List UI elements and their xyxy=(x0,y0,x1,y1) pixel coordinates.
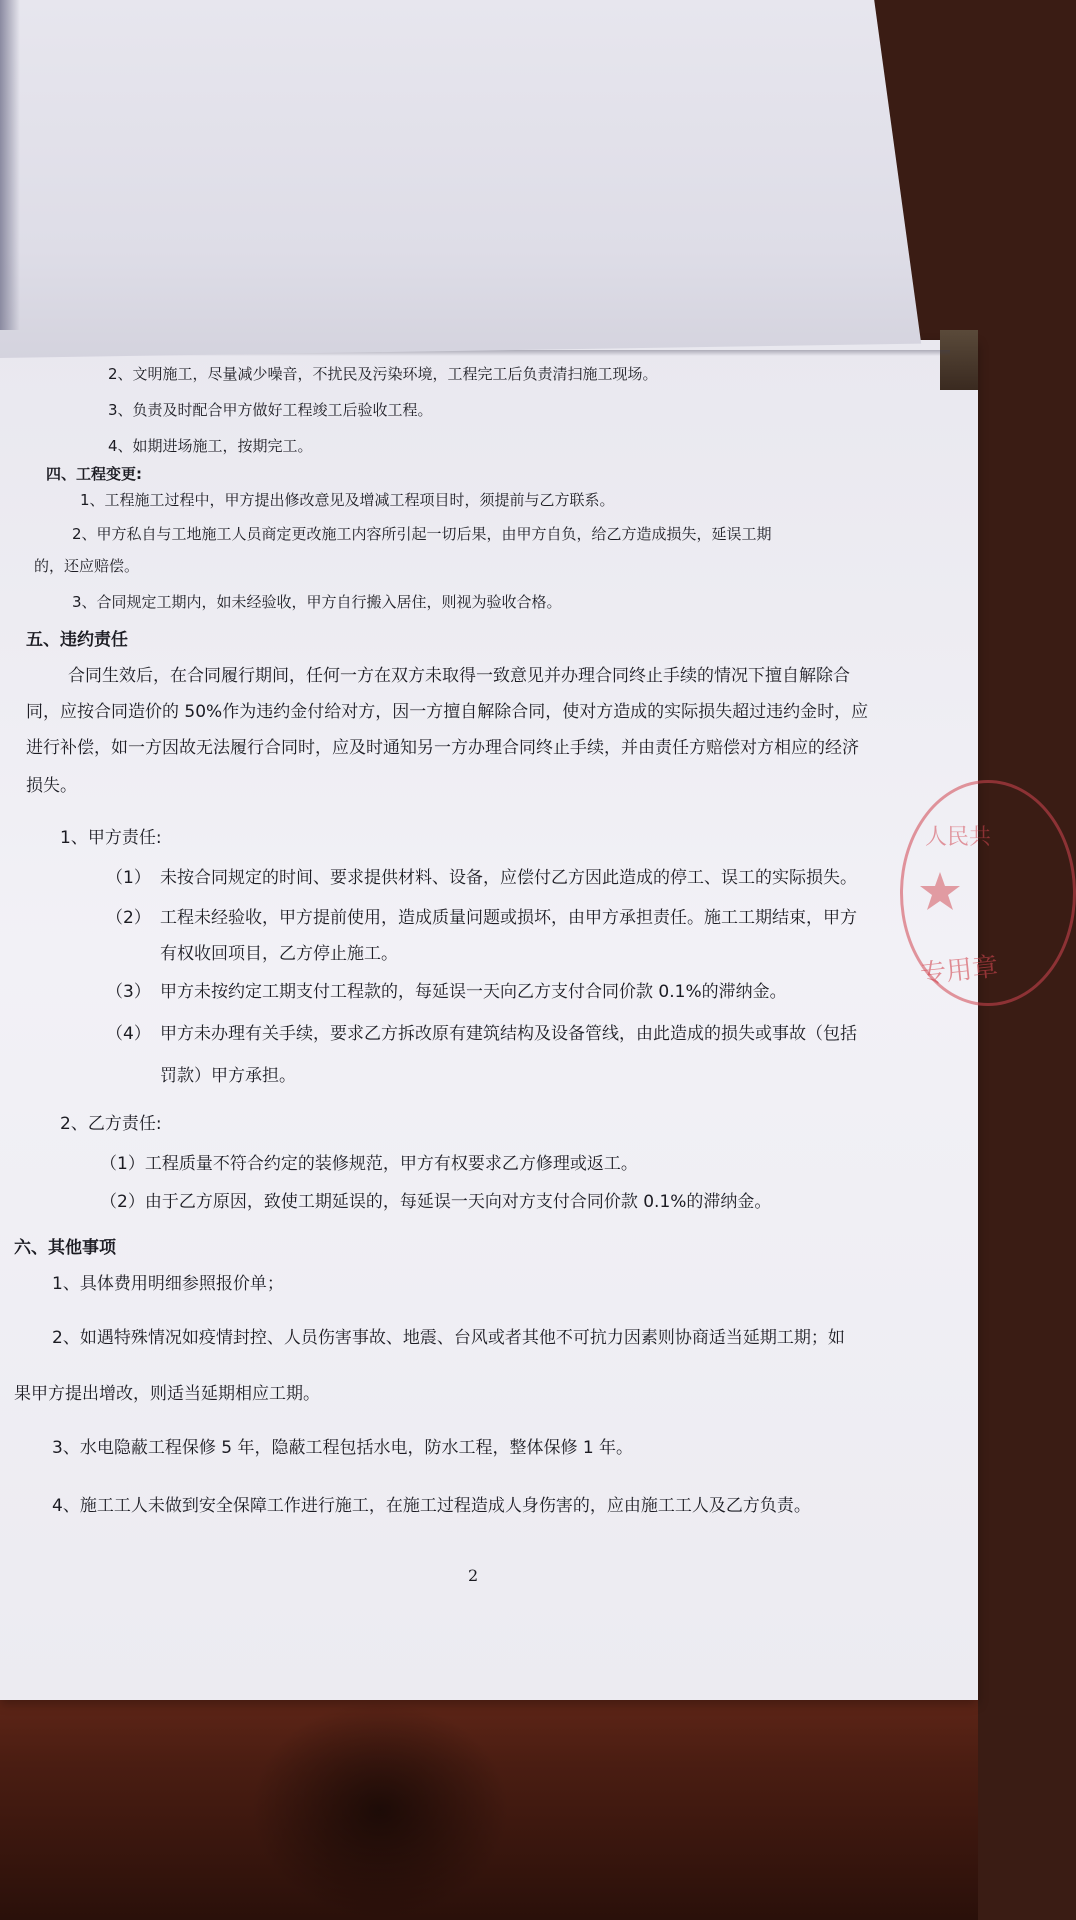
section-heading: 五、违约责任 xyxy=(26,630,128,650)
page-number: 2 xyxy=(468,1566,479,1585)
item-text: 有权收回项目，乙方停止施工。 xyxy=(160,944,398,964)
section-heading: 六、其他事项 xyxy=(14,1238,116,1258)
item-number: （3） xyxy=(106,982,151,1002)
section-heading: 四、工程变更: xyxy=(46,465,142,483)
clause-line: 的，还应赔偿。 xyxy=(34,557,140,575)
clause-line: 3、合同规定工期内，如未经验收，甲方自行搬入居住，则视为验收合格。 xyxy=(72,593,562,611)
paragraph-line: 1、具体费用明细参照报价单； xyxy=(52,1274,284,1294)
clause-line: 2、文明施工，尽量减少噪音，不扰民及污染环境，工程完工后负责清扫施工现场。 xyxy=(108,365,658,383)
item-number: （1） xyxy=(106,868,151,888)
subsection-heading: 2、乙方责任: xyxy=(60,1114,162,1134)
item-text: 罚款）甲方承担。 xyxy=(160,1066,296,1086)
paragraph-line: 3、水电隐蔽工程保修 5 年，隐蔽工程包括水电，防水工程，整体保修 1 年。 xyxy=(52,1438,634,1458)
clause-line: 3、负责及时配合甲方做好工程竣工后验收工程。 xyxy=(108,401,433,419)
seal-text-top: 人民共 xyxy=(925,825,992,850)
item-text: （1）工程质量不符合约定的装修规范，甲方有权要求乙方修理或返工。 xyxy=(100,1154,638,1174)
paragraph-line: 2、如遇特殊情况如疫情封控、人员伤害事故、地震、台风或者其他不可抗力因素则协商适当延期工期；如 xyxy=(52,1328,845,1348)
clause-line: 4、如期进场施工，按期完工。 xyxy=(108,437,313,455)
paragraph-line: 合同生效后，在合同履行期间，任何一方在双方未取得一致意见并办理合同终止手续的情况下擅自解除合 xyxy=(68,666,850,686)
clause-line: 2、甲方私自与工地施工人员商定更改施工内容所引起一切后果，由甲方自负，给乙方造成损失，延误工期 xyxy=(72,525,772,543)
paragraph-line: 进行补偿，如一方因故无法履行合同时，应及时通知另一方办理合同终止手续，并由责任方赔偿对方相应的经济 xyxy=(26,738,859,758)
item-text: 甲方未按约定工期支付工程款的，每延误一天向乙方支付合同价款 0.1%的滞纳金。 xyxy=(160,982,787,1002)
item-text: 甲方未办理有关手续，要求乙方拆改原有建筑结构及设备管线，由此造成的损失或事故（包括 xyxy=(160,1024,857,1044)
subsection-heading: 1、甲方责任: xyxy=(60,828,162,848)
clause-line: 1、工程施工过程中，甲方提出修改意见及增减工程项目时，须提前与乙方联系。 xyxy=(80,491,615,509)
paragraph-line: 果甲方提出增改，则适当延期相应工期。 xyxy=(14,1384,320,1404)
item-number: （4） xyxy=(106,1024,151,1044)
seal-star-icon xyxy=(918,870,962,914)
item-text: 工程未经验收，甲方提前使用，造成质量问题或损坏，由甲方承担责任。施工工期结束，甲方 xyxy=(160,908,857,928)
paragraph-line: 同，应按合同造价的 50%作为违约金付给对方，因一方擅自解除合同，使对方造成的实际损失超过违约金时，应 xyxy=(26,702,869,722)
paragraph-line: 4、施工工人未做到安全保障工作进行施工，在施工过程造成人身伤害的，应由施工工人及乙方负责。 xyxy=(52,1496,811,1516)
item-text: （2）由于乙方原因，致使工期延误的，每延误一天向对方支付合同价款 0.1%的滞纳金。 xyxy=(100,1192,772,1212)
paragraph-line: 损失。 xyxy=(26,776,77,796)
item-text: 未按合同规定的时间、要求提供材料、设备，应偿付乙方因此造成的停工、误工的实际损失。 xyxy=(160,868,857,888)
item-number: （2） xyxy=(106,908,151,928)
seal-text-bottom: 专用章 xyxy=(918,951,1000,990)
